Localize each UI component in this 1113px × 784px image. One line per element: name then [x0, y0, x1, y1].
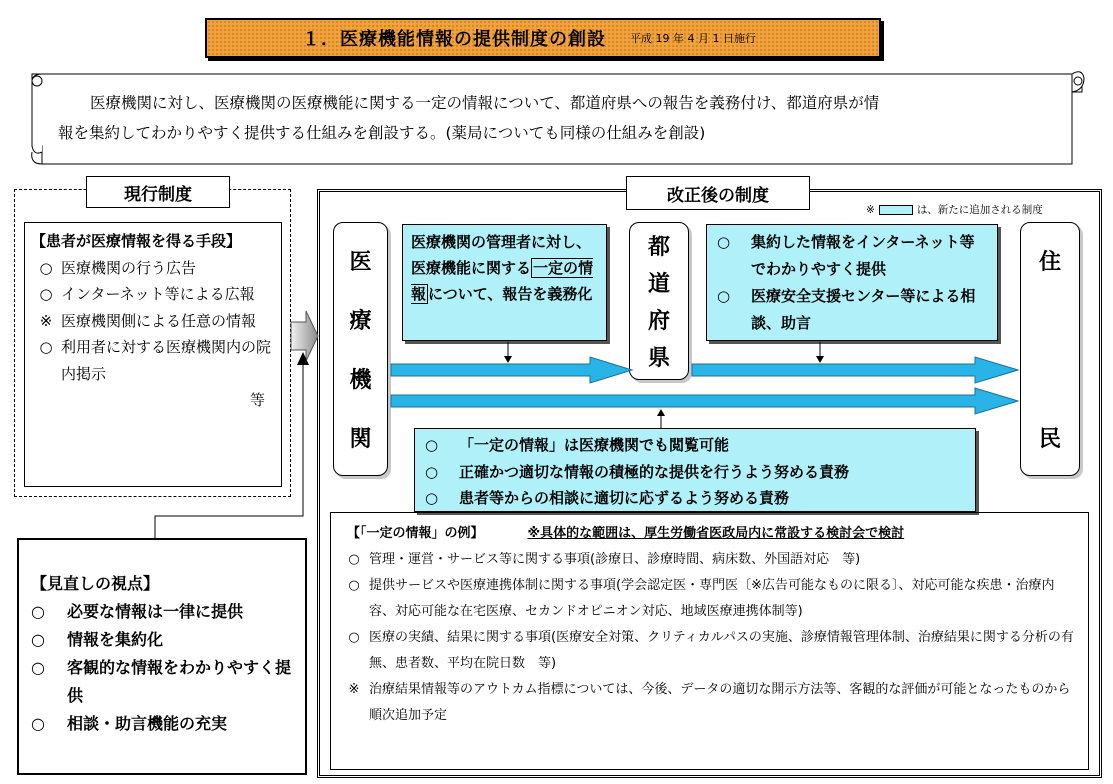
bullet-mark: ○ — [39, 258, 53, 277]
etc-label: 等 — [249, 391, 265, 409]
bullet-mark: ○ — [31, 714, 45, 733]
examples-header — [339, 521, 1080, 547]
list-item: ※ 治療結果情報等のアウトカム指標については、今後、データの適切な開示方法等、客観的な評価が可能となったものから順次追加予定 — [339, 677, 1080, 729]
intro-line-1: 医療機関に対し、医療機関の医療機能に関する一定の情報について、都道府県への報告を義務付け、都道府県が情 — [90, 94, 880, 112]
list-item: ○ 医療機関の行う広告 — [31, 255, 275, 282]
medical-institution-box: 医 療 機 関 — [333, 222, 388, 476]
bullet-mark: ○ — [31, 602, 45, 621]
residents-box: 住 民 — [1020, 222, 1080, 476]
legend-swatch — [879, 205, 913, 215]
list-item: ○ 患者等からの相談に適切に応ずるよう努める責務 — [425, 485, 965, 512]
page-title: １．医療機能情報の提供制度の創設 — [302, 29, 606, 50]
bullet-mark: ○ — [717, 287, 731, 305]
list-item: ○ 「一定の情報」は医療機関でも閲覧可能 — [425, 432, 965, 459]
review-viewpoints-box — [17, 538, 307, 775]
bullet-mark: ○ — [348, 630, 360, 645]
list-item: ○ 正確かつ適切な情報の積極的な提供を行うよう努める責務 — [425, 459, 965, 486]
intro-text — [58, 88, 1068, 148]
certain-info-highlight: 一定の情報 — [411, 259, 594, 303]
list-item: ○ 提供サービスや医療連携体制に関する事項(学会認定医・専門医〔※広告可能なものに限る〕、対応可能な疾患・治療内容、対応可能な在宅医療、セカンドオピニオン対応、地域医療連携体制等) — [339, 573, 1080, 625]
title-banner — [205, 18, 881, 58]
reporting-obligation-box: 医療機関の管理者に対し、医療機能に関する 一定の情報 について、報告を義務化 — [402, 224, 607, 341]
list-item: ○ 必要な情報は一律に提供 — [31, 598, 297, 626]
list-item: ○ 客観的な情報をわかりやすく提供 — [31, 654, 297, 710]
bullet-mark: ○ — [425, 462, 439, 481]
list-item: ○ 管理・運営・サービス等に関する事項(診療日、診療時間、病床数、外国語対応 等) — [339, 547, 1080, 573]
bullet-mark: ○ — [425, 436, 439, 454]
bullet-mark: ○ — [348, 578, 360, 593]
list-item: ○ 相談・助言機能の充実 — [31, 710, 297, 738]
bullet-mark: ○ — [31, 658, 45, 677]
list-item: ○ 医療の実績、結果に関する事項(医療安全対策、クリティカルパスの実施、診療情報管理体制、治療結果に関する分析の有無、患者数、平均在院日数 等) — [339, 625, 1080, 677]
note-mark: ※ — [348, 682, 360, 697]
bullet-mark: ○ — [348, 552, 360, 567]
list-item: ○ 情報を集約化 — [31, 626, 297, 654]
certain-info-examples-box — [330, 512, 1089, 770]
examples-heading: 【「一定の情報」の例】 — [347, 526, 484, 541]
bullet-mark: ○ — [39, 285, 53, 303]
bullet-mark: ○ — [425, 489, 439, 507]
prefecture-box: 都 道 府 県 — [629, 222, 689, 380]
intro-line-2: 報を集約してわかりやすく提供する仕組みを創設する。(薬局についても同様の仕組みを創設) — [58, 124, 706, 142]
effective-date: 平成 19 年 4 月 1 日施行 — [630, 32, 756, 45]
review-heading: 【見直しの視点】 — [31, 574, 160, 593]
list-item: ○ インターネット等による広報 — [31, 281, 275, 308]
current-means-heading: 【患者が医療情報を得る手段】 — [31, 232, 242, 250]
transition-arrow — [291, 311, 318, 361]
bullet-mark: ○ — [31, 630, 45, 649]
bullet-mark: ○ — [717, 233, 731, 251]
legend: ※ は、新たに追加される制度 — [866, 203, 1043, 216]
information-provision-box — [706, 224, 998, 341]
list-item: ○ 利用者に対する医療機関内の院内掲示 — [31, 334, 275, 387]
reformed-system-title: 改正後の制度 — [626, 176, 810, 210]
current-means-box — [24, 222, 282, 487]
list-item: ○ 医療安全支援センター等による相談、助言 — [717, 283, 987, 337]
institution-duties-box — [414, 428, 976, 512]
examples-note: ※具体的な範囲は、厚生労働省医政局内に常設する検討会で検討 — [527, 526, 905, 541]
list-item: ○ 集約した情報をインターネット等でわかりやすく提供 — [717, 229, 987, 283]
list-item: ※ 医療機関側による任意の情報 — [31, 308, 275, 335]
current-system-title: 現行制度 — [86, 176, 230, 208]
note-mark: ※ — [39, 311, 53, 330]
bullet-mark: ○ — [39, 338, 53, 356]
